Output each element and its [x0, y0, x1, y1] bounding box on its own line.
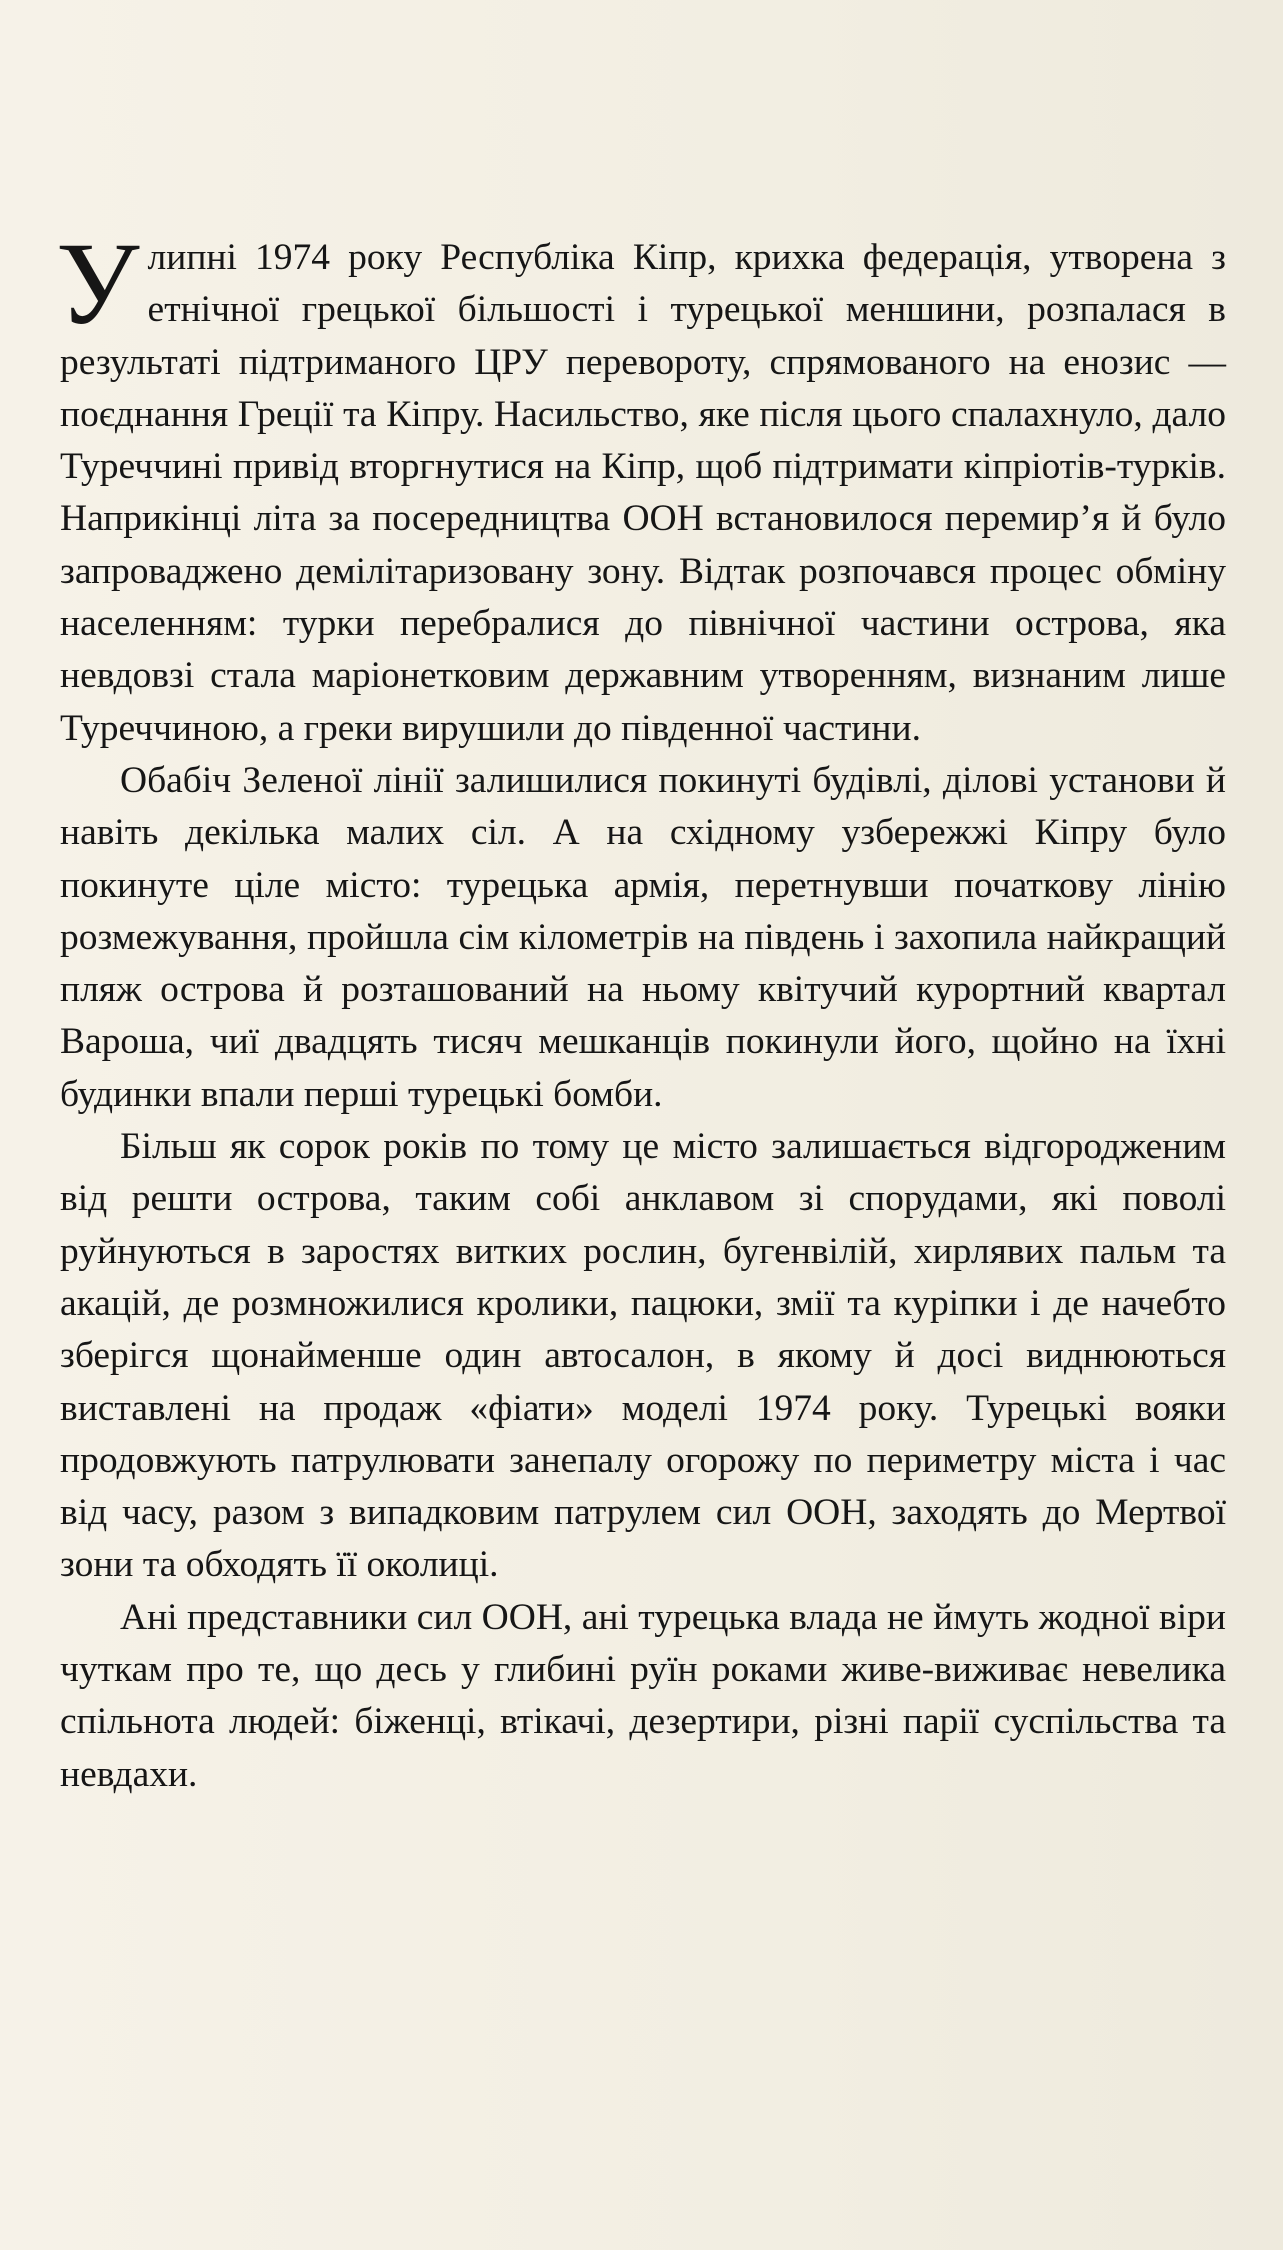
drop-cap: У — [56, 218, 140, 349]
body-text — [56, 218, 1226, 1801]
paragraph-1 — [56, 218, 1226, 755]
paragraph-2: Обабіч Зеленої лінії залишилися покинуті будівлі, ділові установи й навіть декілька малих сіл. А на східному узбережжі Кіпру було покинуте ціле місто: турецька армія, перетнувши початкову лінію розмежування, пройшла сім кілометрів на південь і захопила найкращий пляж острова й розташований на ньому квітучий курортний квартал Вароша, чиї двадцять тисяч мешканців покинули його, щойно на їхні будинки впали перші турецькі бомби. — [60, 759, 1226, 1115]
paragraph-4: Ані представники сил ООН, ані турецька влада не ймуть жодної віри чуткам про те, що десь у глибині руїн роками живе-виживає невелика спільнота людей: біженці, втікачі, дезертири, різні парії суспільства та невдахи. — [60, 1596, 1226, 1795]
paragraph-1-text: липні 1974 року Республіка Кіпр, крихка федерація, утворена з етнічної грецької більшості і турецької меншини, розпалася в результаті підтриманого ЦРУ перевороту, спрямованого на енозис — поєднання Греції та Кіпру. Насильство, яке після цього спалахнуло, дало Туреччині привід вторгнутися на Кіпр, щоб підтримати кіпріотів-турків. Наприкінці літа за посередництва ООН встановилося перемир’я й було запроваджено демілітаризовану зону. Відтак розпочався процес обміну населенням: турки перебралися до північної частини острова, яка невдовзі стала маріонетковим державним утворенням, визнаним лише Туреччиною, а греки вирушили до південної частини. — [60, 237, 1226, 749]
paragraph-3: Більш як сорок років по тому це місто залишається відгородженим від решти острова, таким собі анклавом зі спорудами, які поволі руйнуються в заростях витких рослин, бугенвілій, хирлявих пальм та акацій, де розмножилися кролики, пацюки, змії та куріпки і де начебто зберігся щонайменше один автосалон, в якому й досі виднюються виставлені на продаж «фіати» моделі 1974 року. Турецькі вояки продовжують патрулювати занепалу огорожу по периметру міста і час від часу, разом з випадковим патрулем сил ООН, заходять до Мертвої зони та обходять її околиці. — [60, 1126, 1226, 1586]
